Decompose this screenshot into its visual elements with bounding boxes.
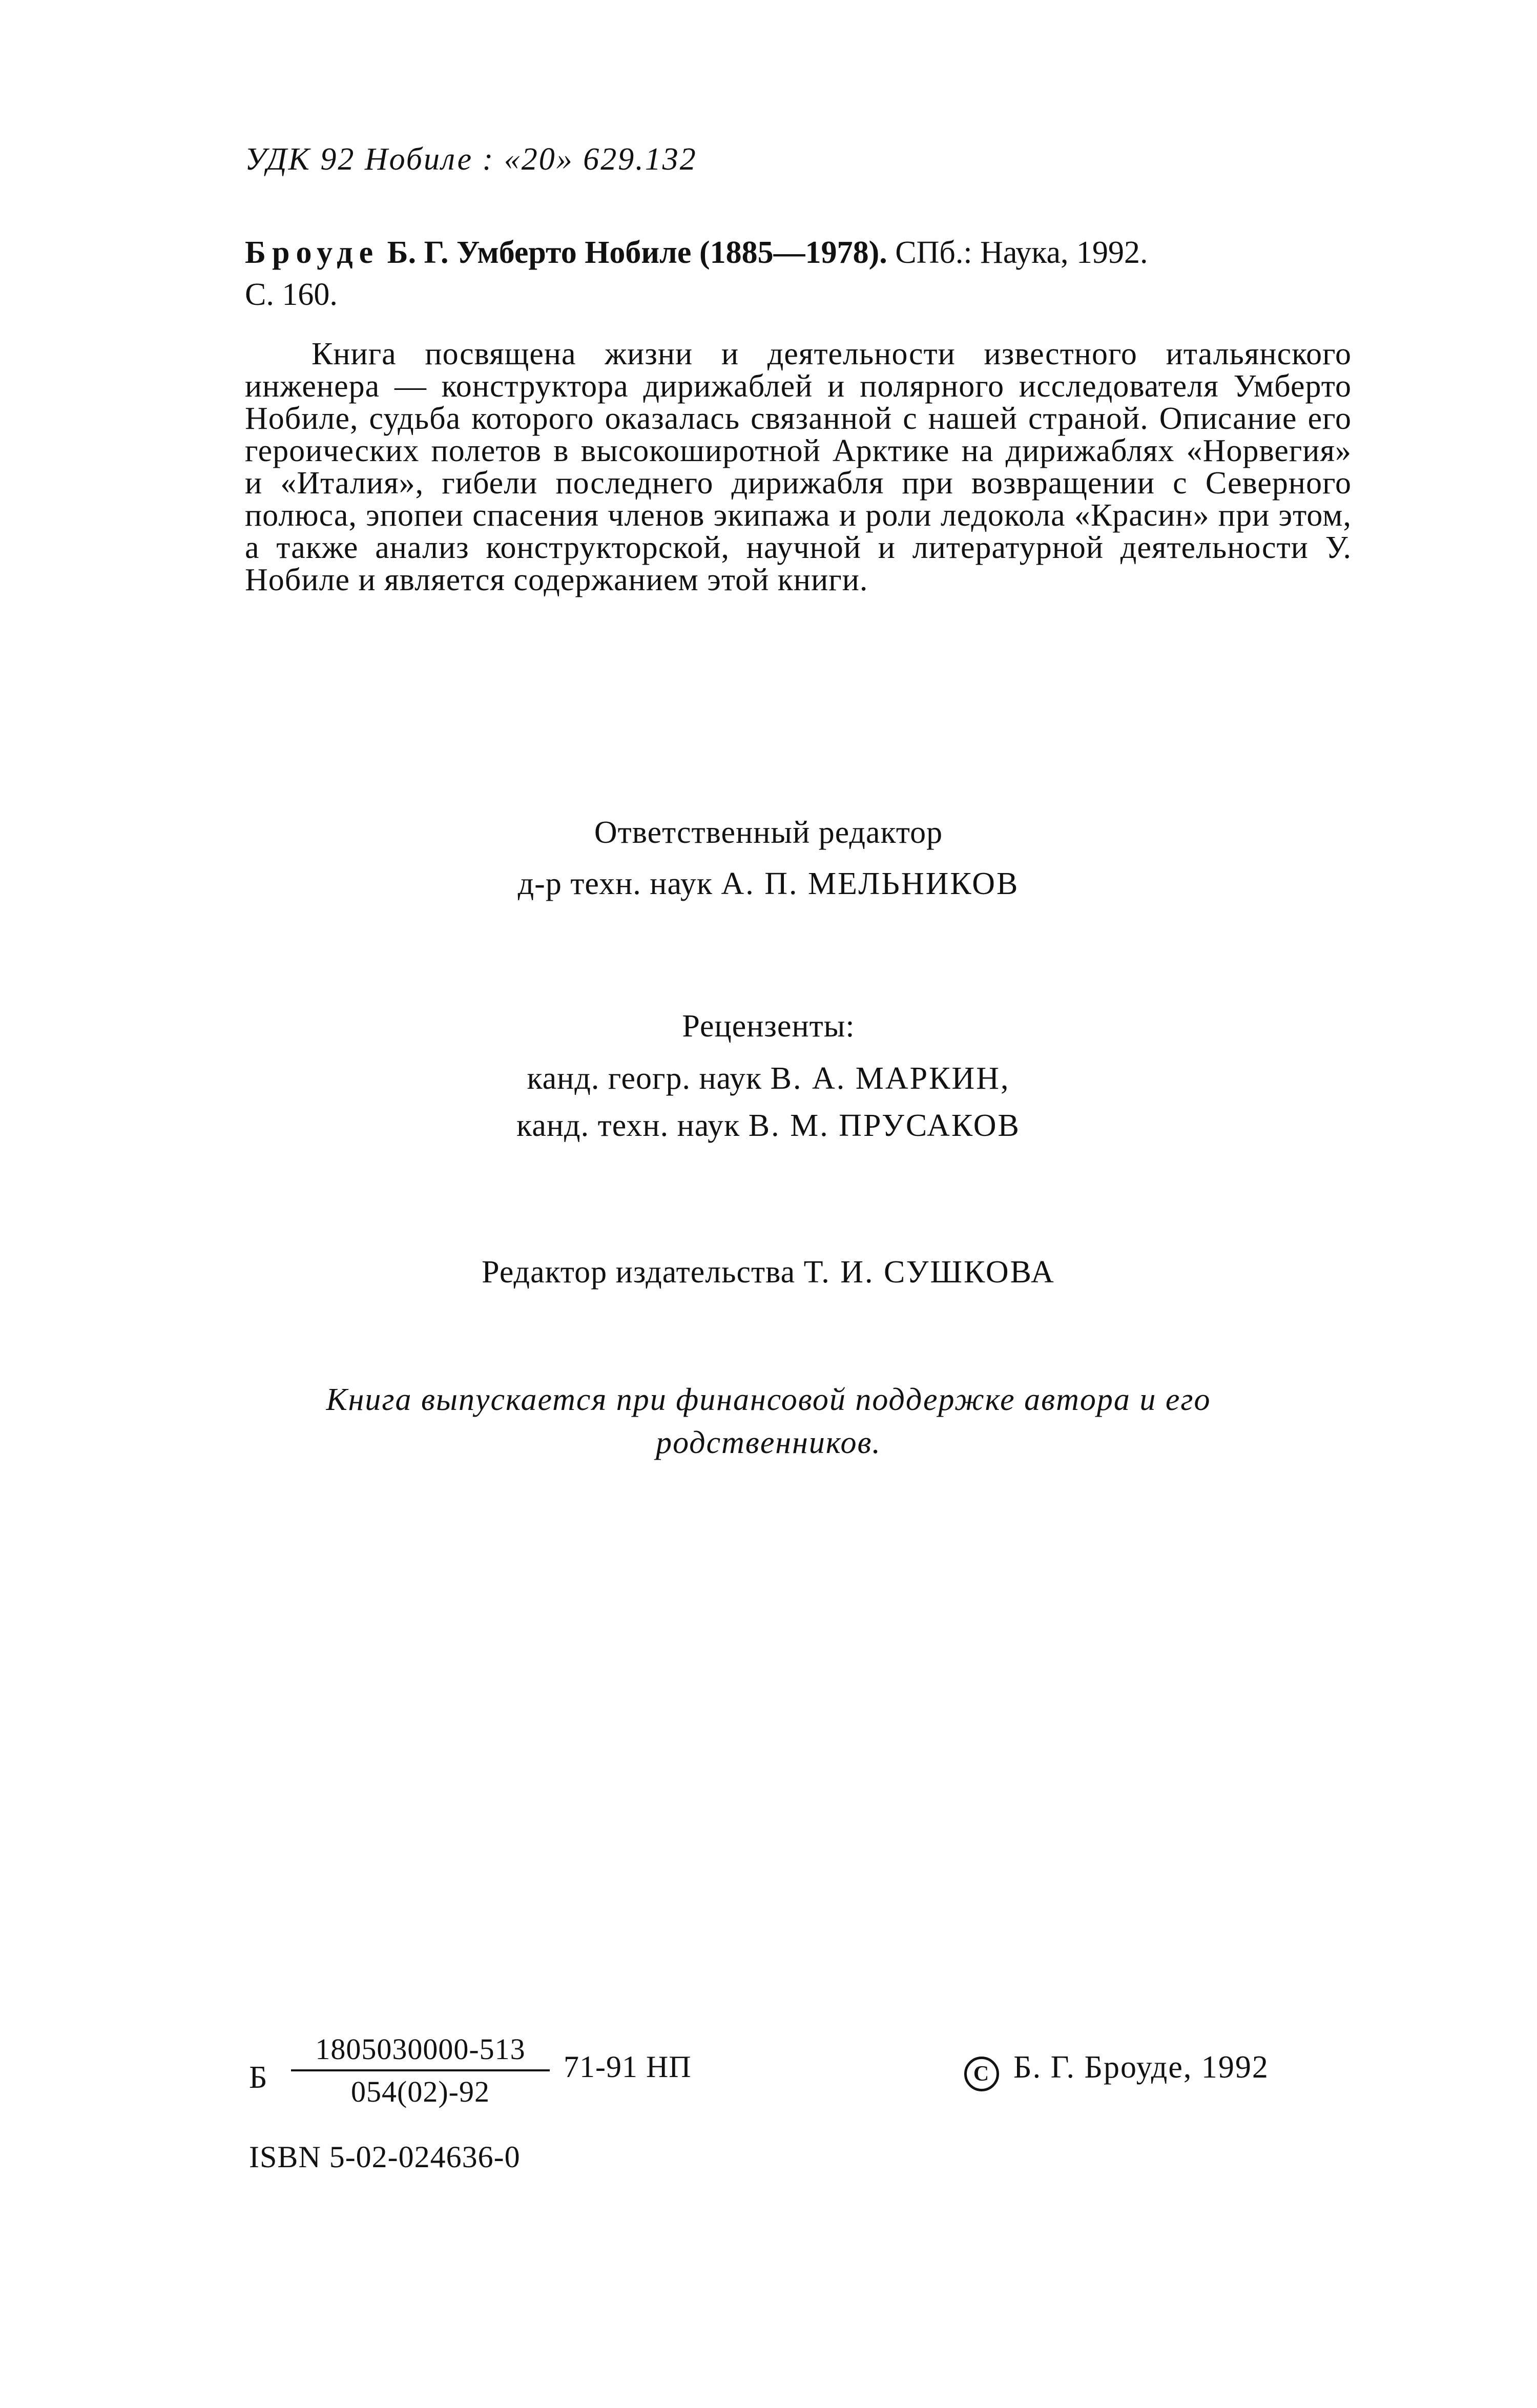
reviewer-degree: канд. геогр. наук — [527, 1061, 762, 1096]
reviewer-degree: канд. техн. наук — [516, 1108, 740, 1143]
imprint-index-letter: Б — [249, 2060, 267, 2095]
author-initials: Б. Г. — [387, 235, 449, 270]
responsible-editor-heading: Ответственный редактор — [594, 815, 943, 850]
reviewers-heading: Рецензенты: — [682, 1009, 855, 1044]
funding-note-line: Книга выпускается при финансовой поддержке автора и его — [326, 1382, 1211, 1417]
author-surname: Броуде — [245, 235, 380, 270]
publication-info: СПб.: Наука, 1992. — [895, 235, 1148, 270]
imprint-plan-code: 71-91 НП — [564, 2050, 692, 2084]
imprint-index-numerator: 1805030000-513 — [291, 2032, 550, 2071]
imprint-index-denominator: 054(02)-92 — [351, 2075, 490, 2108]
publisher-editor-line — [0, 1254, 1537, 1291]
funding-note — [0, 1378, 1537, 1464]
copyright-icon: C — [964, 2057, 999, 2091]
responsible-editor-degree: д-р техн. наук — [517, 866, 713, 901]
funding-note-line: родственников. — [656, 1425, 881, 1460]
copyright-notice — [964, 2049, 1269, 2091]
book-abstract: Книга посвящена жизни и деятельности известного итальянского инженера — конструктора дирижаблей и полярного исследователя Умберто Нобиле, судьба которого оказалась связанной с нашей страной. Описание его героических полетов в высокоширотной Арктике на дирижаблях «Норвегия» и «Италия», гибели последнего дирижабля при возвращении с Северного полюса, эпопеи спасения членов экипажа и роли ледокола «Красин» при этом, а также анализ конструкторской, научной и литературной деятельности У. Нобиле и является содержанием этой книги. — [245, 337, 1352, 597]
publisher-editor-role: Редактор издательства — [482, 1255, 796, 1290]
reviewer-name: В. М. ПРУСАКОВ — [748, 1108, 1021, 1143]
bibliographic-entry — [245, 232, 1352, 316]
reviewer-line — [0, 1108, 1537, 1144]
responsible-editor-name: А. П. МЕЛЬНИКОВ — [721, 866, 1020, 901]
isbn: ISBN 5-02-024636-0 — [249, 2140, 521, 2174]
udc-classification: УДК 92 Нобиле : «20» 629.132 — [245, 142, 697, 177]
copyright-text: Б. Г. Броуде, 1992 — [1013, 2050, 1269, 2085]
responsible-editor-line — [0, 866, 1537, 902]
page-count: С. 160. — [245, 277, 338, 312]
reviewer-name: В. А. МАРКИН, — [770, 1061, 1010, 1096]
imprint-index-fraction — [291, 2032, 550, 2109]
reviewer-line — [0, 1061, 1537, 1097]
book-title: Умберто Нобиле (1885—1978). — [456, 235, 887, 270]
publisher-editor-name: Т. И. СУШКОВА — [803, 1255, 1055, 1290]
